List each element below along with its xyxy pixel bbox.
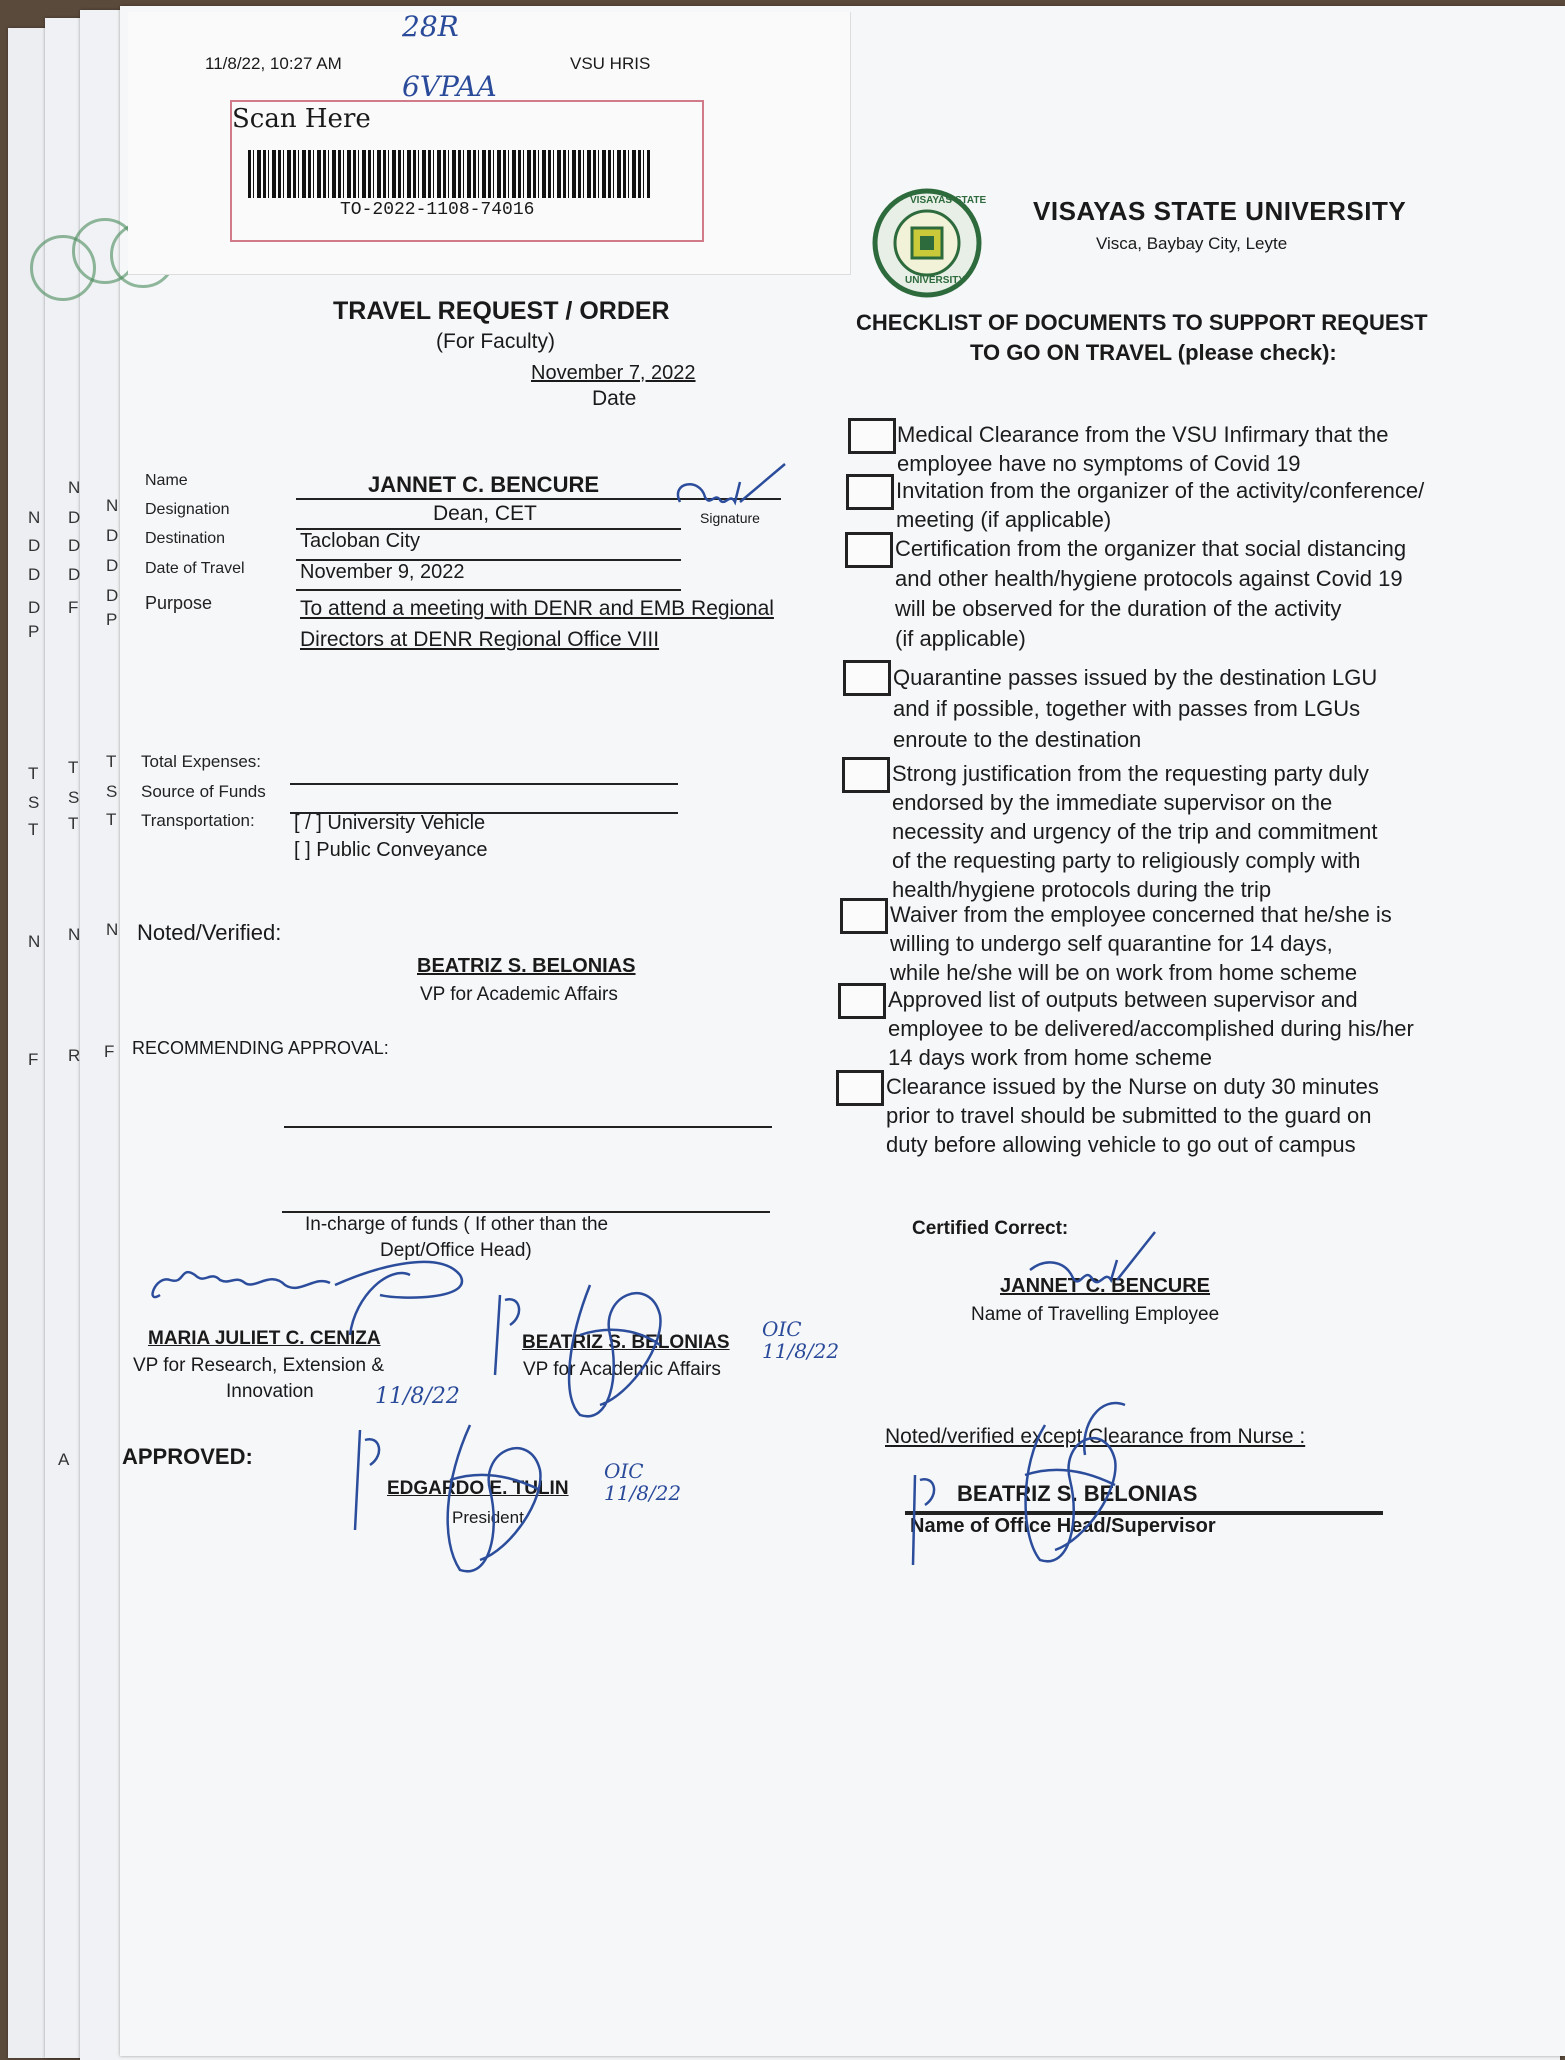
checklist-title-1: CHECKLIST OF DOCUMENTS TO SUPPORT REQUEST (856, 310, 1428, 335)
form-subtitle: (For Faculty) (436, 330, 556, 353)
checklist-item-2: Invitation from the organizer of the activity/conference/ meeting (if applicable) (896, 478, 1425, 532)
handwritten-code: 6VPAA (402, 70, 497, 103)
transportation-label: Transportation: (141, 811, 255, 830)
noted-name: BEATRIZ S. BELONIAS (417, 955, 636, 977)
incharge-caption-1: In-charge of funds ( If other than the (305, 1214, 609, 1235)
total-expenses-line (290, 783, 678, 785)
request-date: November 7, 2022 (531, 362, 696, 384)
noted-title: VP for Academic Affairs (420, 984, 618, 1005)
seal-text-top: VISAYAS STATE (910, 195, 987, 206)
date-of-travel-line (296, 589, 681, 591)
barcode-text: TO-2022-1108-74016 (340, 200, 535, 220)
checklist-box-5[interactable] (842, 757, 890, 793)
signatory1-name: MARIA JULIET C. CENIZA (148, 1328, 381, 1349)
signature-bencure-certified (1025, 1230, 1165, 1300)
signatory1-date: 11/8/22 (375, 1384, 460, 1409)
designation-value: Dean, CET (433, 502, 537, 525)
signature-belonias-head (905, 1395, 1135, 1575)
signatory2-name: BEATRIZ S. BELONIAS (522, 1332, 730, 1353)
seal-text-bottom: UNIVERSITY (905, 275, 966, 286)
certified-name: JANNET C. BENCURE (1000, 1275, 1211, 1297)
checklist-title-2: TO GO ON TRAVEL (please check): (970, 340, 1337, 365)
checklist-box-6[interactable] (840, 898, 888, 934)
destination-value: Tacloban City (300, 530, 421, 552)
label-timestamp: 11/8/22, 10:27 AM (205, 54, 342, 73)
name-label: Name (145, 472, 188, 489)
total-expenses-label: Total Expenses: (141, 752, 262, 771)
barcode (248, 150, 650, 198)
designation-label: Designation (145, 501, 230, 518)
head-caption: Name of Office Head/Supervisor (910, 1515, 1216, 1537)
date-of-travel-label: Date of Travel (145, 560, 245, 577)
incharge-line (282, 1211, 770, 1213)
purpose-line1: To attend a meeting with DENR and EMB Regional (300, 597, 774, 620)
label-system: VSU HRIS (570, 54, 651, 73)
president-name: EDGARDO E. TULIN (387, 1478, 569, 1499)
signature-tulin (350, 1420, 580, 1580)
checklist-item-3: Certification from the organizer that social distancing and other health/hygiene protocols against Covid 19 will be observed for the duration of the activity (if applicable) (895, 536, 1407, 651)
signature-ceniza (140, 1255, 470, 1365)
checklist-item-1: Medical Clearance from the VSU Infirmary that the employee have no symptoms of Covid 19 (897, 422, 1389, 476)
destination-label: Destination (145, 530, 226, 547)
signatory2-title: VP for Academic Affairs (523, 1359, 721, 1380)
noted-except-label: Noted/verified except Clearance from Nurse : (885, 1425, 1306, 1448)
form-title: TRAVEL REQUEST / ORDER (333, 297, 670, 325)
noted-verified-label: Noted/Verified: (137, 920, 282, 945)
checklist-item-8: Clearance issued by the Nurse on duty 30 minutes prior to travel should be submitted to the guard on duty before allowing vehicle to go out of campus (886, 1074, 1379, 1157)
recommending-line (284, 1126, 772, 1128)
recommending-label: RECOMMENDING APPROVAL: (132, 1038, 389, 1058)
certified-label: Certified Correct: (912, 1218, 1069, 1239)
checklist-box-8[interactable] (836, 1070, 884, 1106)
university-name: VISAYAS STATE UNIVERSITY (1033, 196, 1407, 226)
checklist-box-4[interactable] (843, 660, 891, 696)
checklist-box-1[interactable] (848, 418, 896, 454)
signatory1-title2: Innovation (226, 1381, 314, 1402)
source-of-funds-label: Source of Funds (141, 782, 266, 801)
date-label: Date (592, 387, 637, 410)
incharge-caption-2: Dept/Office Head) (380, 1240, 532, 1261)
head-name: BEATRIZ S. BELONIAS (957, 1481, 1198, 1506)
signature-label: Signature (700, 510, 760, 526)
name-value: JANNET C. BENCURE (368, 472, 600, 497)
checklist-item-5: Strong justification from the requesting party duly endorsed by the immediate supervisor on the necessity and urgency of the trip and commitment of the requesting party to religiously comply with health/hygiene protocols during the trip (892, 761, 1378, 902)
handwritten-number: 28R (402, 10, 459, 43)
date-of-travel-value: November 9, 2022 (300, 561, 465, 583)
checklist-box-7[interactable] (838, 983, 886, 1019)
scan-here-label: Scan Here (232, 104, 371, 134)
signature-bencure (670, 462, 790, 522)
checklist-box-3[interactable] (845, 532, 893, 568)
transport-public-conveyance: [ ] Public Conveyance (294, 839, 488, 861)
president-title: President (452, 1508, 524, 1527)
transport-university-vehicle: [ / ] University Vehicle (294, 812, 486, 834)
approved-label: APPROVED: (122, 1444, 253, 1469)
checklist-item-6: Waiver from the employee concerned that he/she is willing to undergo self quarantine for 14 days, while he/she will be on work from home scheme (890, 902, 1392, 985)
president-note: OIC 11/8/22 (604, 1459, 682, 1505)
certified-caption: Name of Travelling Employee (971, 1304, 1220, 1325)
checklist-box-2[interactable] (846, 474, 894, 510)
signature-belonias (490, 1275, 690, 1425)
university-address: Visca, Baybay City, Leyte (1096, 234, 1288, 253)
checklist-item-7: Approved list of outputs between supervisor and employee to be delivered/accomplished during his/her 14 days work from home scheme (888, 987, 1414, 1070)
signatory2-note: OIC 11/8/22 (762, 1317, 840, 1363)
signatory1-title1: VP for Research, Extension & (133, 1355, 384, 1376)
purpose-line2: Directors at DENR Regional Office VIII (300, 628, 660, 651)
checklist-item-4: Quarantine passes issued by the destination LGU and if possible, together with passes from LGUs enroute to the destination (893, 665, 1378, 752)
purpose-label: Purpose (145, 593, 213, 613)
